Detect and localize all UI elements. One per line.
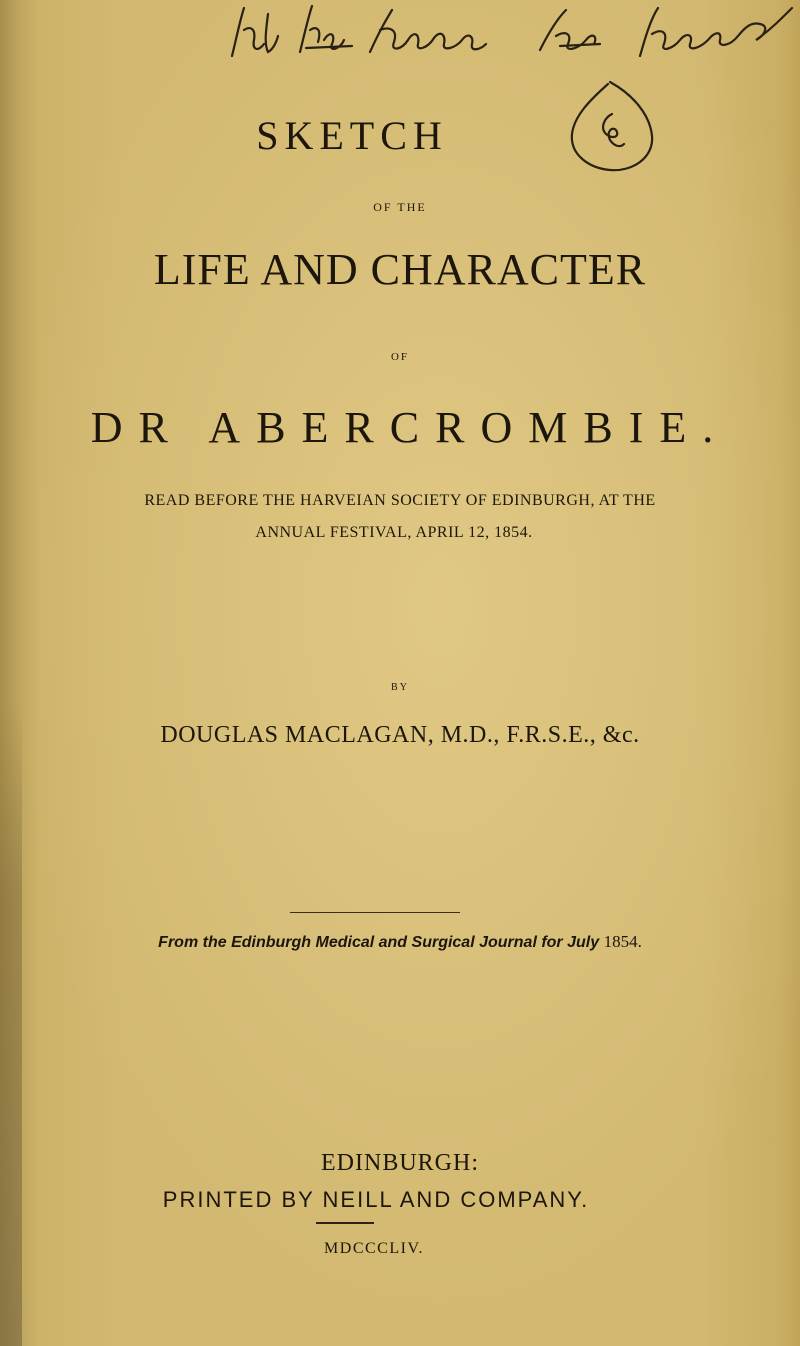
occasion-line-2: ANNUAL FESTIVAL, APRIL 12, 1854. [255, 524, 533, 541]
heading-life-and-character: LIFE AND CHARACTER [153, 245, 647, 294]
imprint-date: MDCCCLIV. [324, 1240, 424, 1257]
imprint-printer: PRINTED BY NEILL AND COMPANY. [162, 1187, 590, 1212]
occasion-line-1: READ BEFORE THE HARVEIAN SOCIETY OF EDINBURGH, AT THE [144, 492, 656, 509]
source-note [0, 932, 800, 952]
author-name: DOUGLAS MACLAGAN, M.D., F.R.S.E., &c. [160, 722, 640, 748]
byline-by: BY [391, 682, 409, 693]
heading-of: OF [390, 351, 410, 363]
handwritten-inscription-icon [0, 0, 800, 60]
divider-rule [290, 912, 460, 913]
imprint-city: EDINBURGH: [321, 1150, 479, 1176]
heading-of-the: OF THE [373, 200, 427, 214]
source-note-text: From the Edinburgh Medical and Surgical Journal for July [158, 934, 600, 951]
source-note-year: 1854. [603, 932, 642, 951]
heading-subject: DR ABERCROMBIE. [90, 403, 730, 452]
imprint-rule [316, 1222, 374, 1224]
heading-sketch: SKETCH [256, 113, 448, 158]
